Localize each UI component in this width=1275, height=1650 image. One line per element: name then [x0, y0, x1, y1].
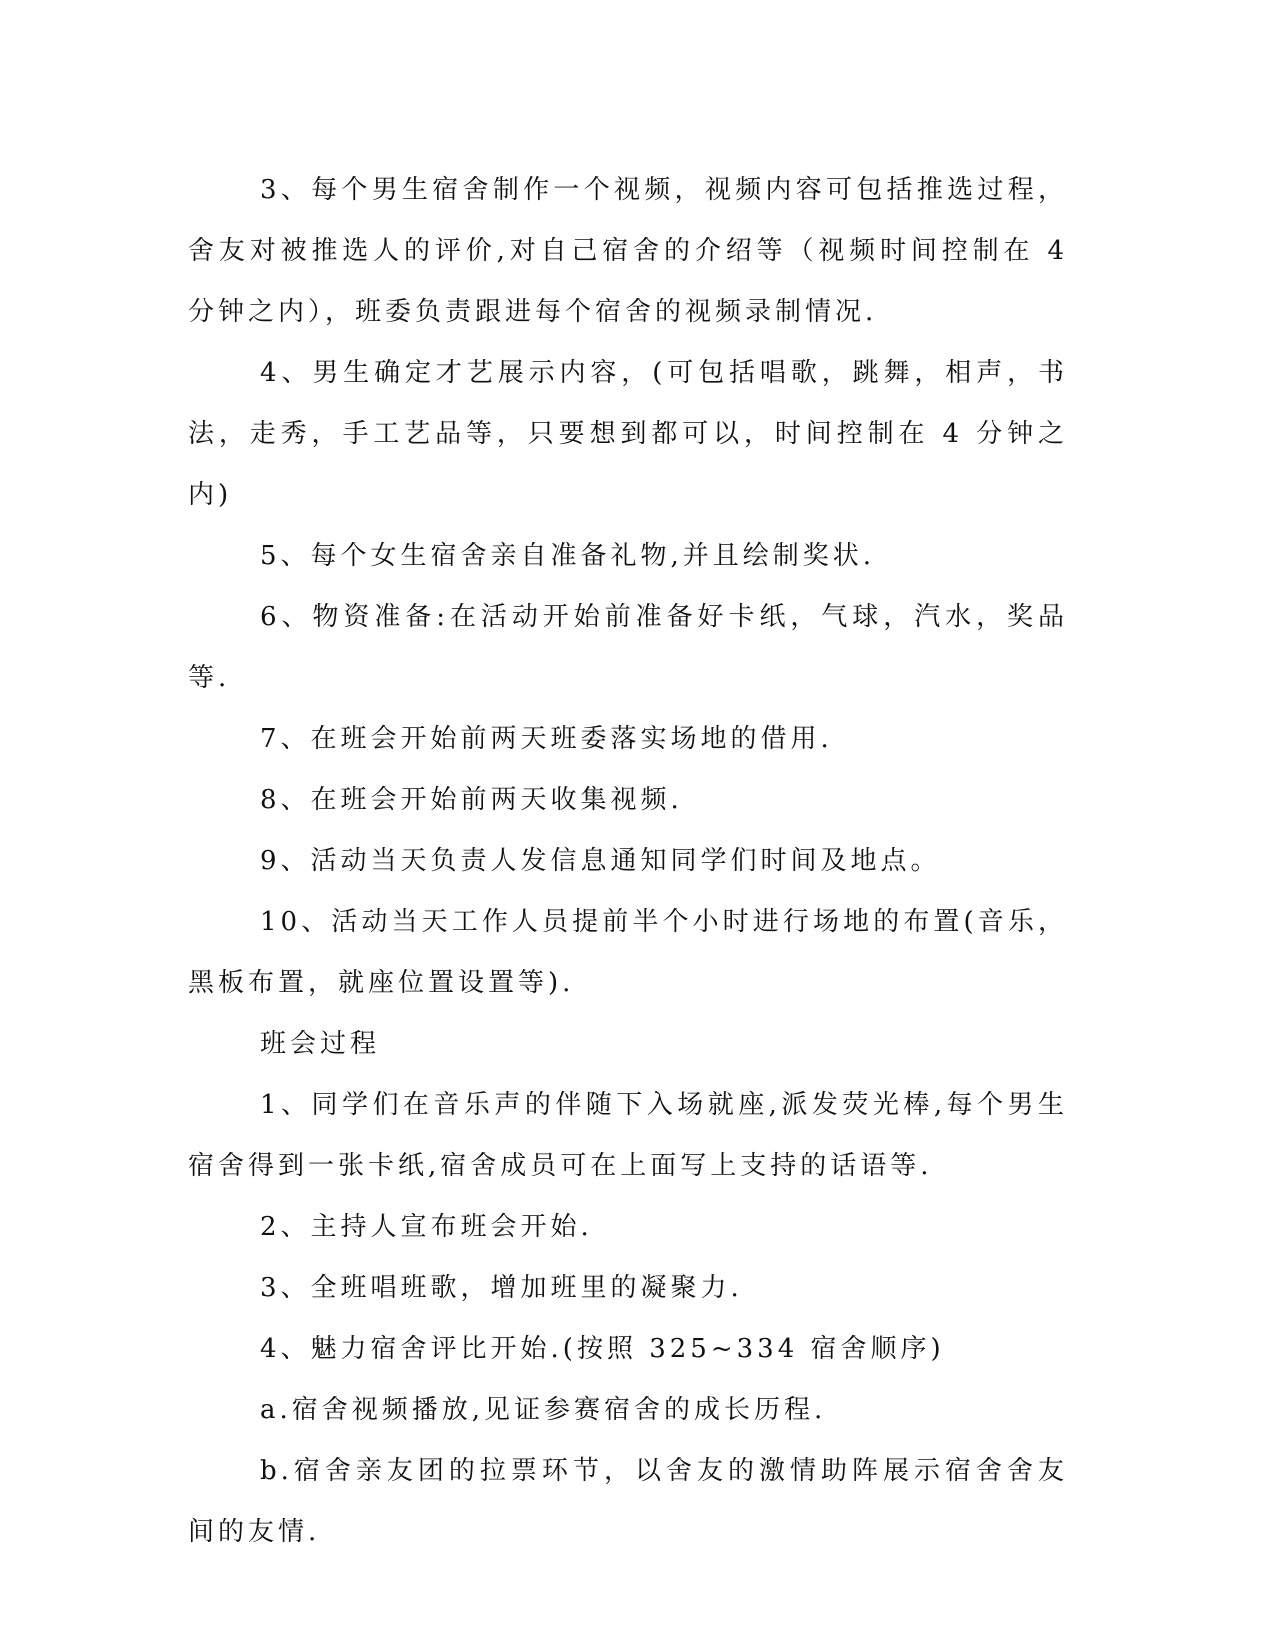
- paragraph-step-2-announce: 2、主持人宣布班会开始.: [260, 1212, 593, 1242]
- paragraph-step-4-competition: 4、魅力宿舍评比开始.(按照 325~334 宿舍顺序): [260, 1334, 945, 1364]
- document-body: [188, 160, 1068, 1563]
- paragraph-step-3-class-song: 3、全班唱班歌，增加班里的凝聚力.: [260, 1273, 743, 1303]
- section-heading-meeting-process: 班会过程: [260, 1029, 381, 1059]
- paragraph-item-8-collect-videos: 8、在班会开始前两天收集视频.: [260, 785, 683, 815]
- paragraph-item-10-setup: 10、活动当天工作人员提前半个小时进行场地的布置(音乐，黑板布置，就座位置设置等).: [188, 907, 1068, 998]
- paragraph-item-6-supplies: 6、物资准备:在活动开始前准备好卡纸，气球，汽水，奖品等.: [188, 602, 1068, 693]
- paragraph-substep-a-video: a.宿舍视频播放,见证参赛宿舍的成长历程.: [260, 1395, 827, 1425]
- paragraph-item-7-venue: 7、在班会开始前两天班委落实场地的借用.: [260, 724, 833, 754]
- paragraph-item-5-gifts: 5、每个女生宿舍亲自准备礼物,并且绘制奖状.: [260, 541, 876, 571]
- paragraph-step-1-entry: 1、同学们在音乐声的伴随下入场就座,派发荧光棒,每个男生宿舍得到一张卡纸,宿舍成员可在上面写上支持的话语等.: [188, 1090, 1068, 1181]
- paragraph-item-3-video: 3、每个男生宿舍制作一个视频，视频内容可包括推选过程，舍友对被推选人的评价,对自己宿舍的介绍等（视频时间控制在 4 分钟之内），班委负责跟进每个宿舍的视频录制情况.: [188, 175, 1068, 327]
- paragraph-item-9-notify: 9、活动当天负责人发信息通知同学们时间及地点。: [260, 846, 941, 876]
- paragraph-item-4-talent: 4、男生确定才艺展示内容，(可包括唱歌，跳舞，相声，书法，走秀，手工艺品等，只要想到都可以，时间控制在 4 分钟之内): [188, 358, 1068, 510]
- paragraph-substep-b-canvass: b.宿舍亲友团的拉票环节，以舍友的激情助阵展示宿舍舍友间的友情.: [188, 1456, 1068, 1547]
